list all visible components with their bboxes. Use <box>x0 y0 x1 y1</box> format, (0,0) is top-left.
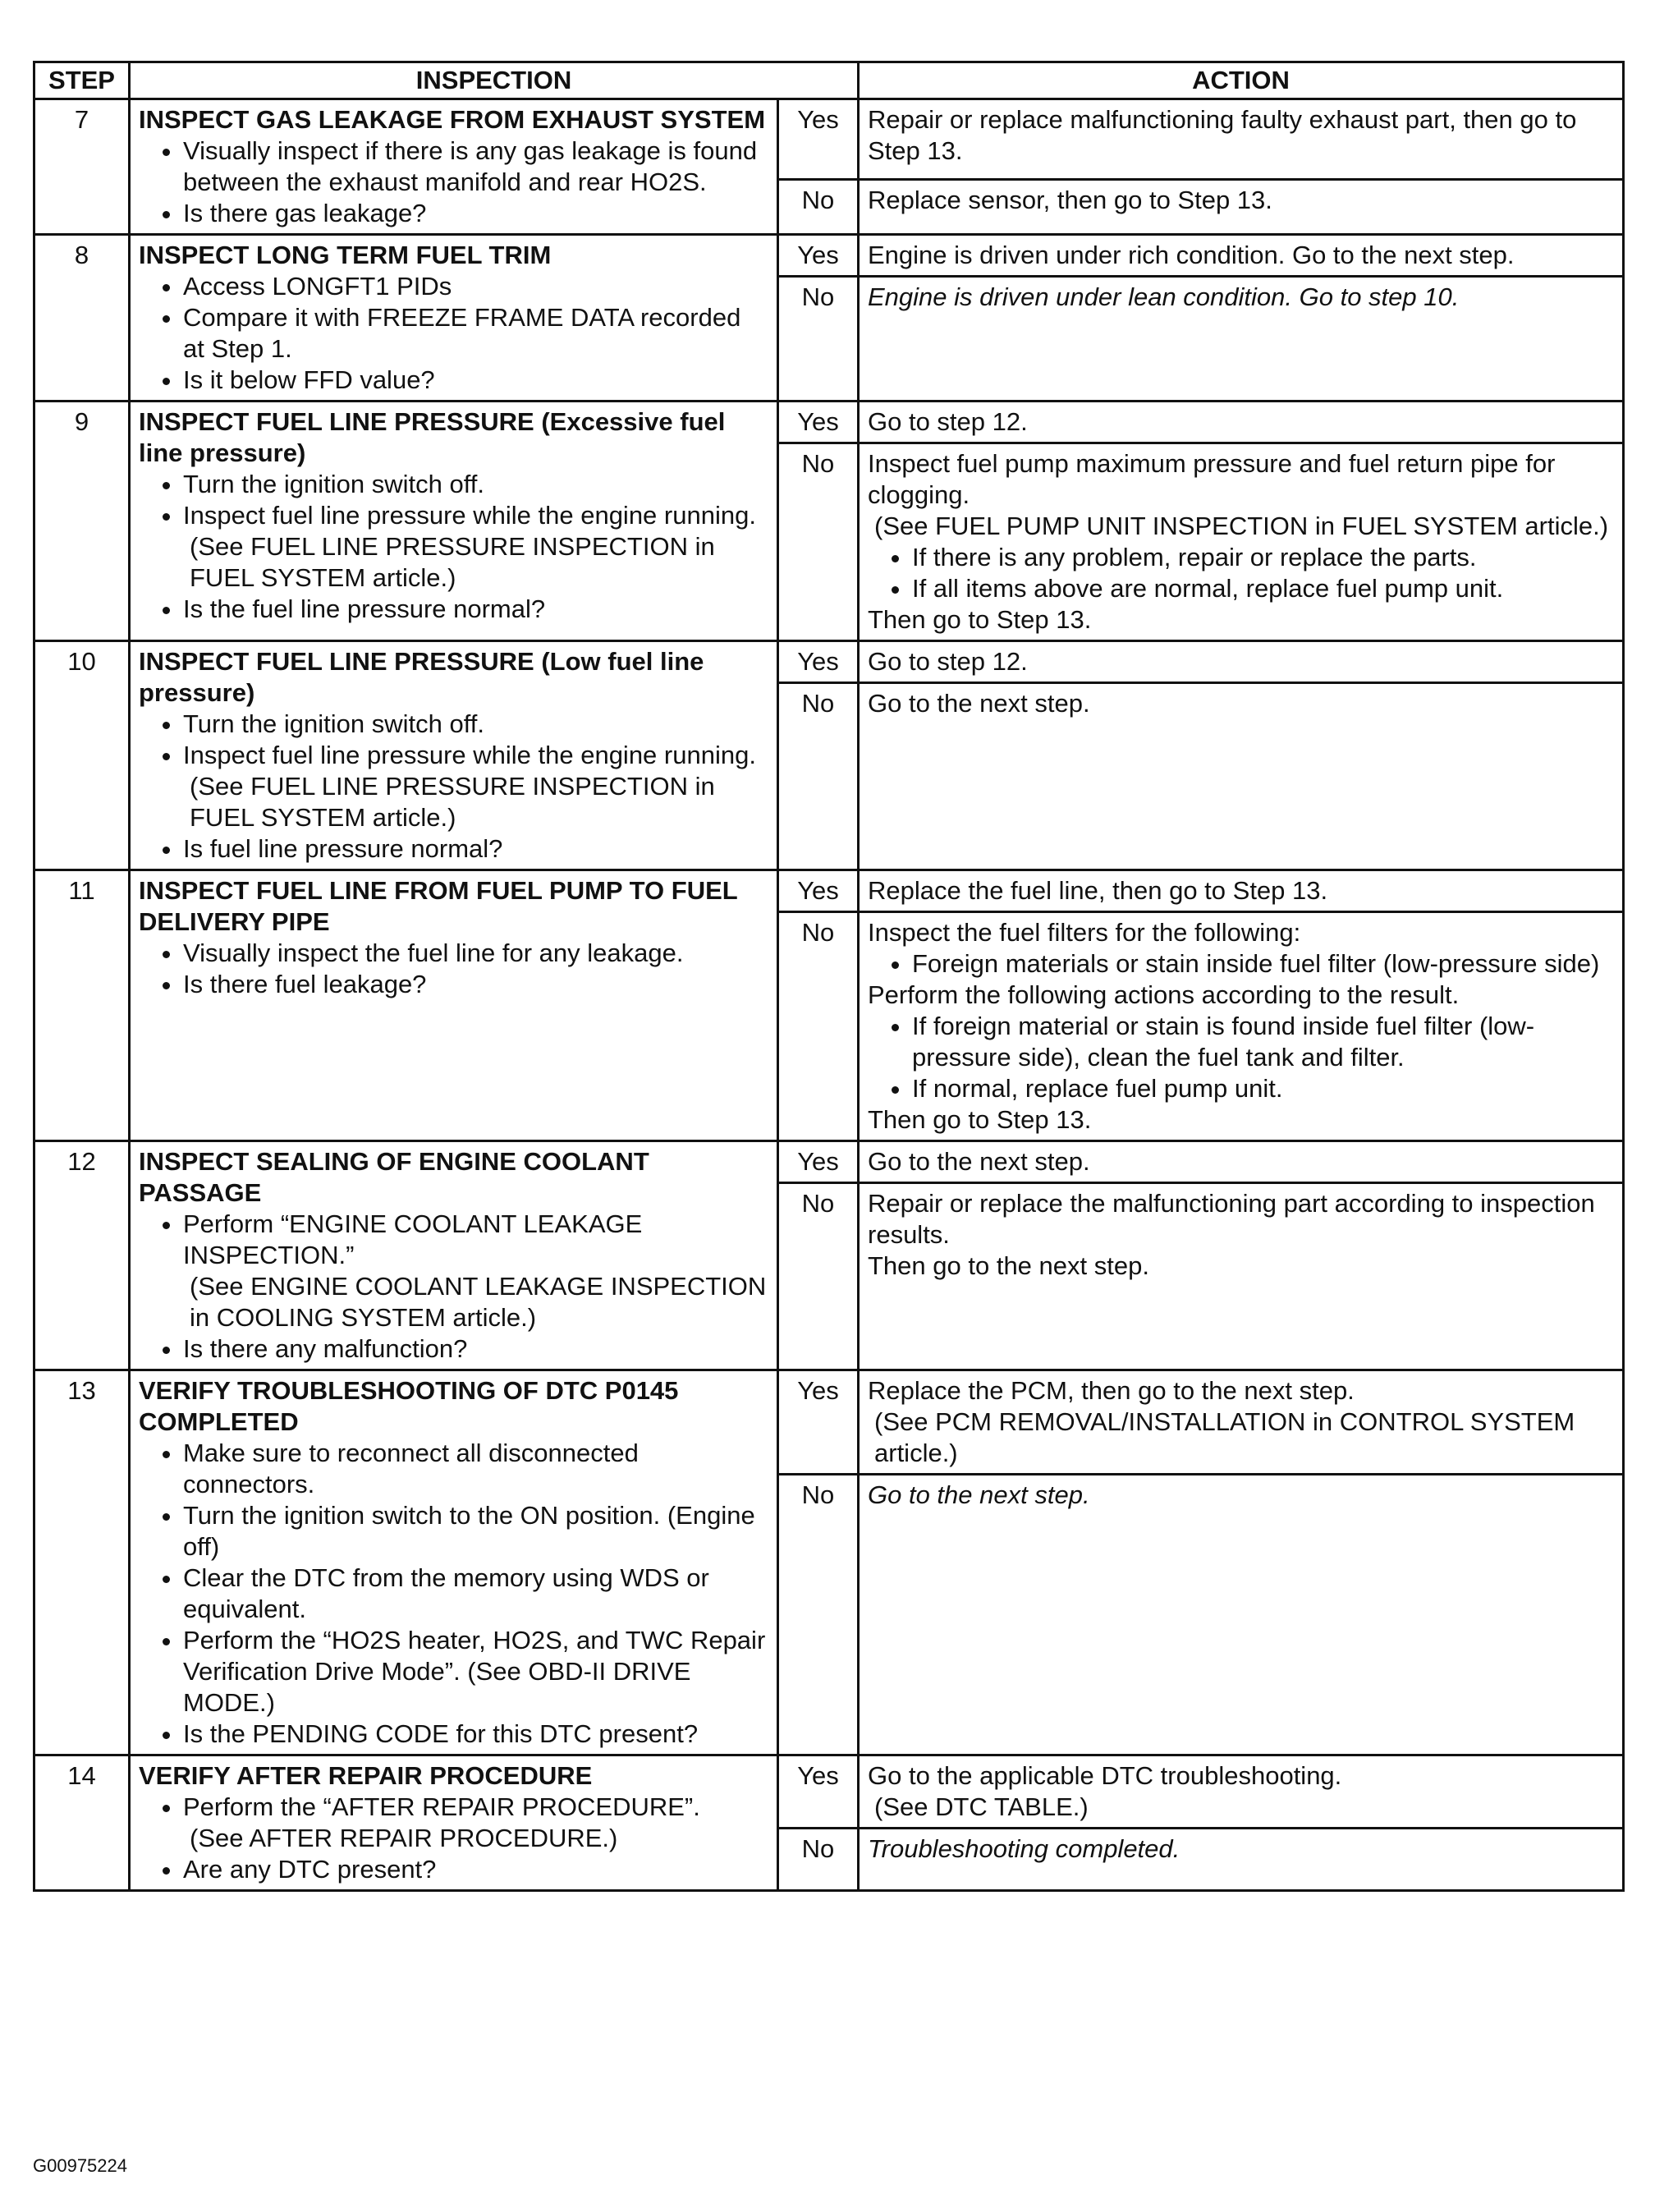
yes-label: Yes <box>778 870 859 912</box>
reference-note: (See ENGINE COOLANT LEAKAGE INSPECTION in COOLING SYSTEM article.) <box>190 1272 767 1332</box>
action-yes: Go to step 12. <box>859 641 1624 683</box>
inspection-title: INSPECT LONG TERM FUEL TRIM <box>139 241 552 269</box>
inspection-bullet-text: Inspect fuel line pressure while the engine running. <box>183 501 756 530</box>
reference-note: (See AFTER REPAIR PROCEDURE.) <box>190 1824 618 1852</box>
troubleshooting-table <box>33 61 1625 1892</box>
inspection-title: INSPECT FUEL LINE FROM FUEL PUMP TO FUEL DELIVERY PIPE <box>139 876 738 936</box>
inspection-title: INSPECT SEALING OF ENGINE COOLANT PASSAGE <box>139 1147 649 1207</box>
inspection-bullet: • Is the fuel line pressure normal? <box>183 594 768 625</box>
inspection-cell <box>130 99 778 235</box>
inspection-bullet: • Is the PENDING CODE for this DTC present? <box>183 1719 768 1750</box>
inspection-cell <box>130 1370 778 1755</box>
inspection-cell <box>130 1141 778 1370</box>
header-row <box>34 62 1624 99</box>
action-header: ACTION <box>859 62 1624 99</box>
inspection-bullet: • Is fuel line pressure normal? <box>183 833 768 865</box>
no-label: No <box>778 1475 859 1755</box>
figure-id: G00975224 <box>33 2155 127 2176</box>
inspection-cell <box>130 402 778 641</box>
action-text: Go to the applicable DTC troubleshooting. <box>868 1761 1342 1790</box>
inspection-title: INSPECT FUEL LINE PRESSURE (Low fuel line pressure) <box>139 647 704 707</box>
inspection-bullet: • Turn the ignition switch off. <box>183 709 768 740</box>
inspection-title: VERIFY TROUBLESHOOTING OF DTC P0145 COMPLETED <box>139 1376 679 1436</box>
inspection-bullet-text: Perform the “AFTER REPAIR PROCEDURE”. <box>183 1792 700 1821</box>
table-row <box>34 235 1624 277</box>
action-text: Replace the PCM, then go to the next step. <box>868 1376 1355 1405</box>
inspection-cell <box>130 1755 778 1891</box>
reference-note: (See FUEL LINE PRESSURE INSPECTION in FUEL SYSTEM article.) <box>190 532 715 592</box>
inspection-bullet: • Is there any malfunction? <box>183 1333 768 1365</box>
reference-note: (See FUEL LINE PRESSURE INSPECTION in FUEL SYSTEM article.) <box>190 772 715 832</box>
inspection-bullet: • Is it below FFD value? <box>183 365 768 396</box>
action-after: Then go to Step 13. <box>868 605 1092 634</box>
table-row <box>34 402 1624 443</box>
reference-note: (See DTC TABLE.) <box>874 1792 1089 1821</box>
inspection-bullet: • Make sure to reconnect all disconnected connectors. <box>183 1438 768 1500</box>
no-label: No <box>778 912 859 1141</box>
action-no <box>859 443 1624 641</box>
document <box>33 61 1622 1892</box>
action-yes <box>859 1755 1624 1829</box>
no-label: No <box>778 443 859 641</box>
inspection-title: INSPECT GAS LEAKAGE FROM EXHAUST SYSTEM <box>139 105 766 134</box>
yes-label: Yes <box>778 1370 859 1475</box>
action-no: Engine is driven under lean condition. Go to step 10. <box>859 277 1624 402</box>
action-after: Then go to the next step. <box>868 1251 1149 1280</box>
step-number: 14 <box>34 1755 130 1891</box>
action-bullet: • If there is any problem, repair or replace the parts. <box>912 542 1614 573</box>
step-number: 7 <box>34 99 130 235</box>
inspection-title: INSPECT FUEL LINE PRESSURE (Excessive fuel line pressure) <box>139 407 726 467</box>
action-no: Troubleshooting completed. <box>859 1829 1624 1891</box>
action-bullet: • Foreign materials or stain inside fuel filter (low-pressure side) <box>912 948 1614 980</box>
action-bullet: • If foreign material or stain is found inside fuel filter (low-pressure side), clean the fuel tank and filter. <box>912 1011 1614 1073</box>
inspection-bullet: • Visually inspect the fuel line for any leakage. <box>183 938 768 969</box>
inspection-bullet: • Is there fuel leakage? <box>183 969 768 1000</box>
inspection-bullet: • Clear the DTC from the memory using WDS or equivalent. <box>183 1563 768 1625</box>
inspection-cell <box>130 235 778 402</box>
no-label: No <box>778 1183 859 1370</box>
inspection-bullet: • Compare it with FREEZE FRAME DATA recorded at Step 1. <box>183 302 768 365</box>
action-no: Go to the next step. <box>859 1475 1624 1755</box>
action-after: Then go to Step 13. <box>868 1105 1092 1134</box>
step-number: 13 <box>34 1370 130 1755</box>
step-header: STEP <box>34 62 130 99</box>
step-number: 12 <box>34 1141 130 1370</box>
yes-label: Yes <box>778 235 859 277</box>
table-row <box>34 870 1624 912</box>
action-bullet: • If normal, replace fuel pump unit. <box>912 1073 1614 1104</box>
action-yes: Go to step 12. <box>859 402 1624 443</box>
no-label: No <box>778 277 859 402</box>
step-number: 8 <box>34 235 130 402</box>
inspection-bullet: • Turn the ignition switch to the ON position. (Engine off) <box>183 1500 768 1563</box>
inspection-bullet: • Perform the “HO2S heater, HO2S, and TWC Repair Verification Drive Mode”. (See OBD-II DRIVE MODE.) <box>183 1625 768 1719</box>
inspection-header: INSPECTION <box>130 62 859 99</box>
inspection-bullet <box>183 500 768 594</box>
yes-label: Yes <box>778 641 859 683</box>
action-no: Go to the next step. <box>859 683 1624 870</box>
inspection-bullet: • Is there gas leakage? <box>183 198 768 229</box>
action-bullet: • If all items above are normal, replace fuel pump unit. <box>912 573 1614 604</box>
action-text: Inspect fuel pump maximum pressure and fuel return pipe for clogging. <box>868 449 1556 509</box>
action-text: Inspect the fuel filters for the following: <box>868 918 1301 947</box>
step-number: 10 <box>34 641 130 870</box>
table-row <box>34 1755 1624 1829</box>
yes-label: Yes <box>778 402 859 443</box>
inspection-bullet <box>183 740 768 833</box>
yes-label: Yes <box>778 1141 859 1183</box>
inspection-bullet: • Turn the ignition switch off. <box>183 469 768 500</box>
action-mid: Perform the following actions according to the result. <box>868 980 1460 1009</box>
action-no: Replace sensor, then go to Step 13. <box>859 180 1624 235</box>
no-label: No <box>778 1829 859 1891</box>
action-yes: Engine is driven under rich condition. Go to the next step. <box>859 235 1624 277</box>
table-row <box>34 1141 1624 1183</box>
no-label: No <box>778 683 859 870</box>
action-yes <box>859 1370 1624 1475</box>
step-number: 9 <box>34 402 130 641</box>
step-number: 11 <box>34 870 130 1141</box>
inspection-bullet <box>183 1792 768 1854</box>
reference-note: (See FUEL PUMP UNIT INSPECTION in FUEL SYSTEM article.) <box>874 512 1609 540</box>
table-row <box>34 99 1624 180</box>
action-yes: Repair or replace malfunctioning faulty exhaust part, then go to Step 13. <box>859 99 1624 180</box>
table-row <box>34 1370 1624 1475</box>
inspection-cell <box>130 641 778 870</box>
inspection-bullet <box>183 1209 768 1333</box>
inspection-bullet: • Access LONGFT1 PIDs <box>183 271 768 302</box>
inspection-bullet-text: Perform “ENGINE COOLANT LEAKAGE INSPECTION.” <box>183 1209 643 1269</box>
action-no <box>859 912 1624 1141</box>
inspection-bullet: • Visually inspect if there is any gas leakage is found between the exhaust manifold and rear HO2S. <box>183 135 768 198</box>
action-yes: Go to the next step. <box>859 1141 1624 1183</box>
action-yes: Replace the fuel line, then go to Step 13. <box>859 870 1624 912</box>
reference-note: (See PCM REMOVAL/INSTALLATION in CONTROL SYSTEM article.) <box>874 1407 1575 1467</box>
action-text: Repair or replace the malfunctioning part according to inspection results. <box>868 1189 1595 1249</box>
table-row <box>34 641 1624 683</box>
yes-label: Yes <box>778 99 859 180</box>
inspection-bullet-text: Inspect fuel line pressure while the engine running. <box>183 741 756 769</box>
inspection-bullet: • Are any DTC present? <box>183 1854 768 1885</box>
inspection-title: VERIFY AFTER REPAIR PROCEDURE <box>139 1761 593 1790</box>
no-label: No <box>778 180 859 235</box>
yes-label: Yes <box>778 1755 859 1829</box>
action-no <box>859 1183 1624 1370</box>
inspection-cell <box>130 870 778 1141</box>
